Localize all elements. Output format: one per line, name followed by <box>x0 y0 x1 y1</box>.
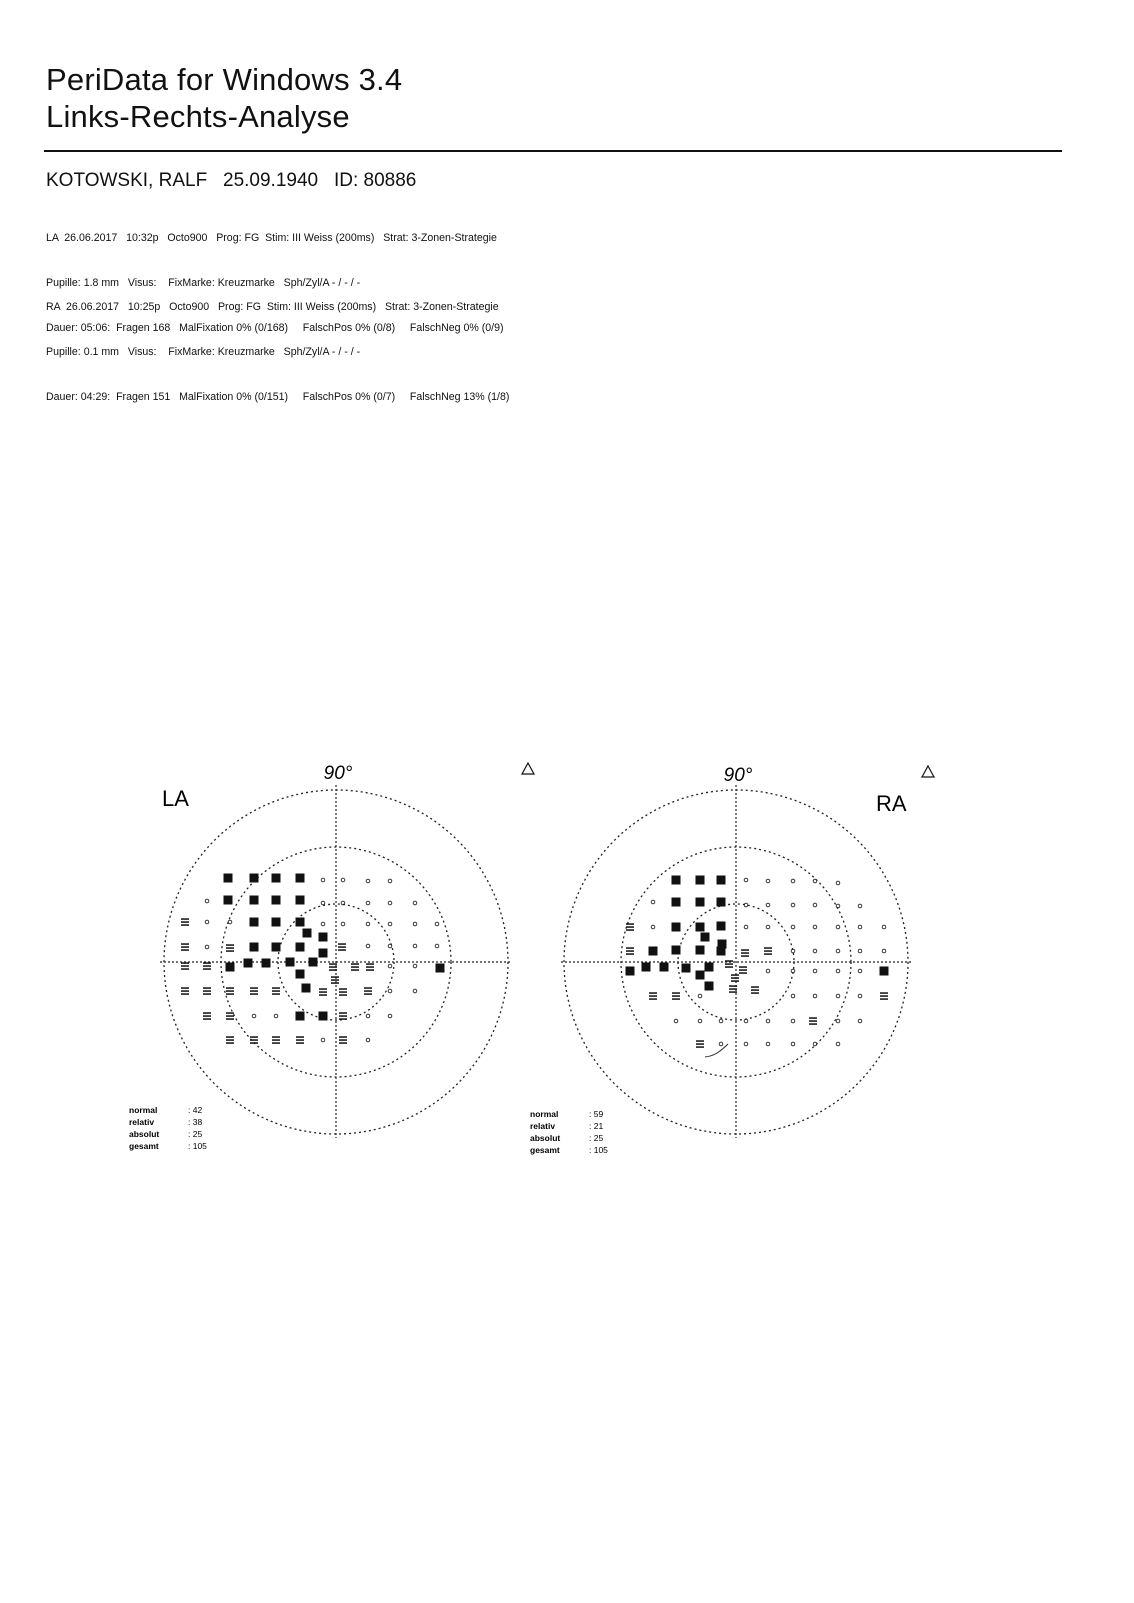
ra-normal-point <box>836 994 840 998</box>
la-absolute-defect <box>286 958 295 967</box>
la-absolute-defect <box>296 874 305 883</box>
la-absolute-defect <box>296 970 305 979</box>
la-normal-point <box>321 901 325 905</box>
la-relative-defect <box>226 944 234 952</box>
ra-normal-point <box>766 1042 770 1046</box>
la-relative-defect <box>250 1036 258 1044</box>
la-relative-defect <box>364 987 372 995</box>
legend-la-absolute-count: : 25 <box>188 1129 203 1139</box>
ra-normal-point <box>836 1019 840 1023</box>
field-la-angle-label: 90° <box>323 763 353 784</box>
ra-absolute-defect <box>660 963 669 972</box>
la-absolute-defect <box>319 1012 328 1021</box>
ra-normal-point <box>791 1042 795 1046</box>
ra-normal-point <box>836 1042 840 1046</box>
la-normal-point <box>252 1014 256 1018</box>
legend-la-total-label: gesamt <box>129 1141 159 1151</box>
field-ra <box>561 765 911 1138</box>
ra-relative-defect <box>880 992 888 1000</box>
la-normal-point <box>388 964 392 968</box>
ra-absolute-defect <box>696 923 705 932</box>
la-absolute-defect <box>272 943 281 952</box>
ra-normal-point <box>766 1019 770 1023</box>
la-relative-defect <box>272 1036 280 1044</box>
ra-normal-point <box>813 949 817 953</box>
la-relative-defect <box>351 963 359 971</box>
ra-normal-point <box>791 903 795 907</box>
la-absolute-defect <box>296 1012 305 1021</box>
la-relative-defect <box>339 988 347 996</box>
ra-normal-point <box>744 925 748 929</box>
la-relative-defect <box>329 963 337 971</box>
ra-normal-point <box>791 994 795 998</box>
la-relative-defect <box>339 1012 347 1020</box>
ra-absolute-defect <box>717 947 726 956</box>
ra-absolute-defect <box>717 876 726 885</box>
ra-normal-point <box>858 949 862 953</box>
ra-normal-point <box>813 994 817 998</box>
ra-normal-point <box>813 903 817 907</box>
la-absolute-defect <box>250 943 259 952</box>
ra-normal-point <box>836 925 840 929</box>
la-normal-point <box>388 989 392 993</box>
ra-normal-point <box>698 994 702 998</box>
la-normal-point <box>341 901 345 905</box>
ra-normal-point <box>813 925 817 929</box>
ra-relative-defect <box>649 992 657 1000</box>
exam-la-line1: LA 26.06.2017 10:32p Octo900 Prog: FG Stim: III Weiss (200ms) Strat: 3-Zonen-Strategie <box>46 232 497 244</box>
ra-normal-point <box>836 949 840 953</box>
exam-la-line2: Pupille: 1.8 mm Visus: FixMarke: Kreuzmarke Sph/Zyl/A - / - / - <box>46 277 361 289</box>
la-absolute-defect <box>244 959 253 968</box>
la-relative-defect <box>226 1036 234 1044</box>
ra-relative-defect <box>809 1017 817 1025</box>
ra-normal-point <box>882 925 886 929</box>
ra-normal-point <box>766 925 770 929</box>
field-ra-angle-label: 90° <box>723 765 753 786</box>
ra-normal-point <box>813 879 817 883</box>
la-relative-defect <box>203 987 211 995</box>
la-absolute-defect <box>272 918 281 927</box>
ra-normal-point <box>744 878 748 882</box>
la-absolute-defect <box>272 896 281 905</box>
ra-absolute-defect <box>717 898 726 907</box>
ra-relative-defect <box>626 923 634 931</box>
ra-relative-defect <box>626 947 634 955</box>
ra-normal-point <box>791 1019 795 1023</box>
legend-la-normal-count: : 42 <box>188 1105 203 1115</box>
ra-absolute-defect <box>626 967 635 976</box>
ra-normal-point <box>766 879 770 883</box>
header-divider <box>44 150 1062 152</box>
la-absolute-defect <box>250 874 259 883</box>
la-normal-point <box>388 922 392 926</box>
legend-la-relative-label: relativ <box>129 1117 155 1127</box>
la-absolute-defect <box>250 918 259 927</box>
ra-normal-point <box>719 1042 723 1046</box>
la-relative-defect <box>331 976 339 984</box>
ra-absolute-defect <box>672 923 681 932</box>
ra-normal-point <box>858 925 862 929</box>
la-relative-defect <box>250 987 258 995</box>
la-normal-point <box>413 944 417 948</box>
la-relative-defect <box>181 943 189 951</box>
la-normal-point <box>413 901 417 905</box>
ra-relative-defect <box>764 947 772 955</box>
la-absolute-defect <box>309 958 318 967</box>
legend-la-relative-count: : 38 <box>188 1117 203 1127</box>
la-normal-point <box>366 1014 370 1018</box>
triangle-icon <box>522 763 534 774</box>
la-normal-point <box>388 879 392 883</box>
la-normal-point <box>321 922 325 926</box>
legend-ra-absolute-label: absolut <box>530 1133 561 1143</box>
ra-normal-point <box>719 1019 723 1023</box>
la-absolute-defect <box>302 984 311 993</box>
la-normal-point <box>341 878 345 882</box>
la-relative-defect <box>272 987 280 995</box>
report-title: PeriData for Windows 3.4 <box>46 62 403 97</box>
exam-ra-line3: Dauer: 04:29: Fragen 151 MalFixation 0% (0/151) FalschPos 0% (0/7) FalschNeg 13% (1/8) <box>46 391 510 403</box>
ra-normal-point <box>651 925 655 929</box>
la-normal-point <box>205 920 209 924</box>
la-absolute-defect <box>319 933 328 942</box>
la-normal-point <box>388 901 392 905</box>
legend-ra-relative-label: relativ <box>530 1121 556 1131</box>
triangle-icon <box>922 766 934 777</box>
la-relative-defect <box>226 987 234 995</box>
legend-ra-total-count: : 105 <box>589 1145 608 1155</box>
la-normal-point <box>366 879 370 883</box>
ra-absolute-defect <box>696 971 705 980</box>
exam-ra-line1: RA 26.06.2017 10:25p Octo900 Prog: FG Stim: III Weiss (200ms) Strat: 3-Zonen-Strategie <box>46 301 499 313</box>
ra-relative-defect <box>731 974 739 982</box>
ra-normal-point <box>858 1019 862 1023</box>
la-normal-point <box>205 899 209 903</box>
la-normal-point <box>274 1014 278 1018</box>
ra-absolute-defect <box>672 898 681 907</box>
ra-relative-defect <box>725 960 733 968</box>
ra-relative-defect <box>696 1040 704 1048</box>
ra-absolute-defect <box>642 963 651 972</box>
la-normal-point <box>388 944 392 948</box>
ra-normal-point <box>651 900 655 904</box>
ra-absolute-defect <box>701 933 710 942</box>
ra-normal-point <box>766 903 770 907</box>
ra-absolute-defect <box>717 922 726 931</box>
la-absolute-defect <box>296 943 305 952</box>
ra-normal-point <box>791 925 795 929</box>
field-ra-pen-mark <box>705 1044 728 1057</box>
la-normal-point <box>366 944 370 948</box>
field-la <box>160 763 512 1138</box>
la-absolute-defect <box>272 874 281 883</box>
legend-la-normal-label: normal <box>129 1105 158 1115</box>
ra-normal-point <box>836 969 840 973</box>
la-absolute-defect <box>303 929 312 938</box>
la-absolute-defect <box>226 963 235 972</box>
la-absolute-defect <box>262 959 271 968</box>
field-la-points <box>181 874 445 1044</box>
legend-la-total-count: : 105 <box>188 1141 207 1151</box>
ra-absolute-defect <box>672 946 681 955</box>
ra-normal-point <box>744 1042 748 1046</box>
exam-ra-line2: Pupille: 0.1 mm Visus: FixMarke: Kreuzmarke Sph/Zyl/A - / - / - <box>46 346 361 358</box>
la-normal-point <box>366 1038 370 1042</box>
ra-normal-point <box>882 949 886 953</box>
legend-la-absolute-label: absolut <box>129 1129 160 1139</box>
ra-normal-point <box>674 1019 678 1023</box>
ra-absolute-defect <box>705 982 714 991</box>
visual-field-plots <box>0 760 1134 1200</box>
la-absolute-defect <box>250 896 259 905</box>
legend-ra <box>530 1109 608 1155</box>
ra-relative-defect <box>729 985 737 993</box>
la-normal-point <box>413 922 417 926</box>
ra-absolute-defect <box>696 898 705 907</box>
ra-absolute-defect <box>649 947 658 956</box>
ra-absolute-defect <box>696 876 705 885</box>
ra-normal-point <box>813 969 817 973</box>
la-relative-defect <box>181 987 189 995</box>
la-absolute-defect <box>224 896 233 905</box>
la-normal-point <box>413 989 417 993</box>
ra-relative-defect <box>751 986 759 994</box>
la-normal-point <box>366 901 370 905</box>
ra-normal-point <box>858 969 862 973</box>
la-normal-point <box>435 944 439 948</box>
la-relative-defect <box>339 1036 347 1044</box>
la-normal-point <box>366 922 370 926</box>
la-absolute-defect <box>224 874 233 883</box>
la-normal-point <box>388 1014 392 1018</box>
legend-ra-absolute-count: : 25 <box>589 1133 604 1143</box>
ra-absolute-defect <box>672 876 681 885</box>
la-relative-defect <box>203 1012 211 1020</box>
ra-normal-point <box>766 969 770 973</box>
la-relative-defect <box>366 963 374 971</box>
la-relative-defect <box>319 988 327 996</box>
la-normal-point <box>321 878 325 882</box>
ra-normal-point <box>858 904 862 908</box>
la-normal-point <box>435 922 439 926</box>
legend-ra-total-label: gesamt <box>530 1145 560 1155</box>
patient-line: KOTOWSKI, RALF 25.09.1940 ID: 80886 <box>46 170 417 191</box>
ra-relative-defect <box>741 949 749 957</box>
exam-info-ra <box>46 270 509 435</box>
ra-absolute-defect <box>880 967 889 976</box>
la-relative-defect <box>181 962 189 970</box>
ra-normal-point <box>791 879 795 883</box>
la-relative-defect <box>181 918 189 926</box>
field-ra-eye-label: RA <box>876 791 907 816</box>
exam-la-line3: Dauer: 05:06: Fragen 168 MalFixation 0% (0/168) FalschPos 0% (0/8) FalschNeg 0% (0/9) <box>46 322 504 334</box>
legend-ra-relative-count: : 21 <box>589 1121 604 1131</box>
la-relative-defect <box>203 962 211 970</box>
la-normal-point <box>341 922 345 926</box>
ra-absolute-defect <box>705 963 714 972</box>
ra-relative-defect <box>672 992 680 1000</box>
la-normal-point <box>205 945 209 949</box>
la-normal-point <box>321 1038 325 1042</box>
legend-ra-normal-count: : 59 <box>589 1109 604 1119</box>
la-normal-point <box>413 964 417 968</box>
la-absolute-defect <box>296 918 305 927</box>
legend-ra-normal-label: normal <box>530 1109 559 1119</box>
ra-normal-point <box>698 1019 702 1023</box>
ra-normal-point <box>858 994 862 998</box>
la-absolute-defect <box>436 964 445 973</box>
ra-relative-defect <box>739 966 747 974</box>
la-absolute-defect <box>296 896 305 905</box>
la-absolute-defect <box>319 949 328 958</box>
field-la-eye-label: LA <box>162 786 189 811</box>
report-subtitle: Links-Rechts-Analyse <box>46 99 350 134</box>
ra-absolute-defect <box>682 964 691 973</box>
la-relative-defect <box>296 1036 304 1044</box>
ra-normal-point <box>836 904 840 908</box>
la-relative-defect <box>338 943 346 951</box>
ra-absolute-defect <box>696 946 705 955</box>
ra-normal-point <box>836 881 840 885</box>
legend-la <box>129 1105 207 1151</box>
la-relative-defect <box>226 1012 234 1020</box>
